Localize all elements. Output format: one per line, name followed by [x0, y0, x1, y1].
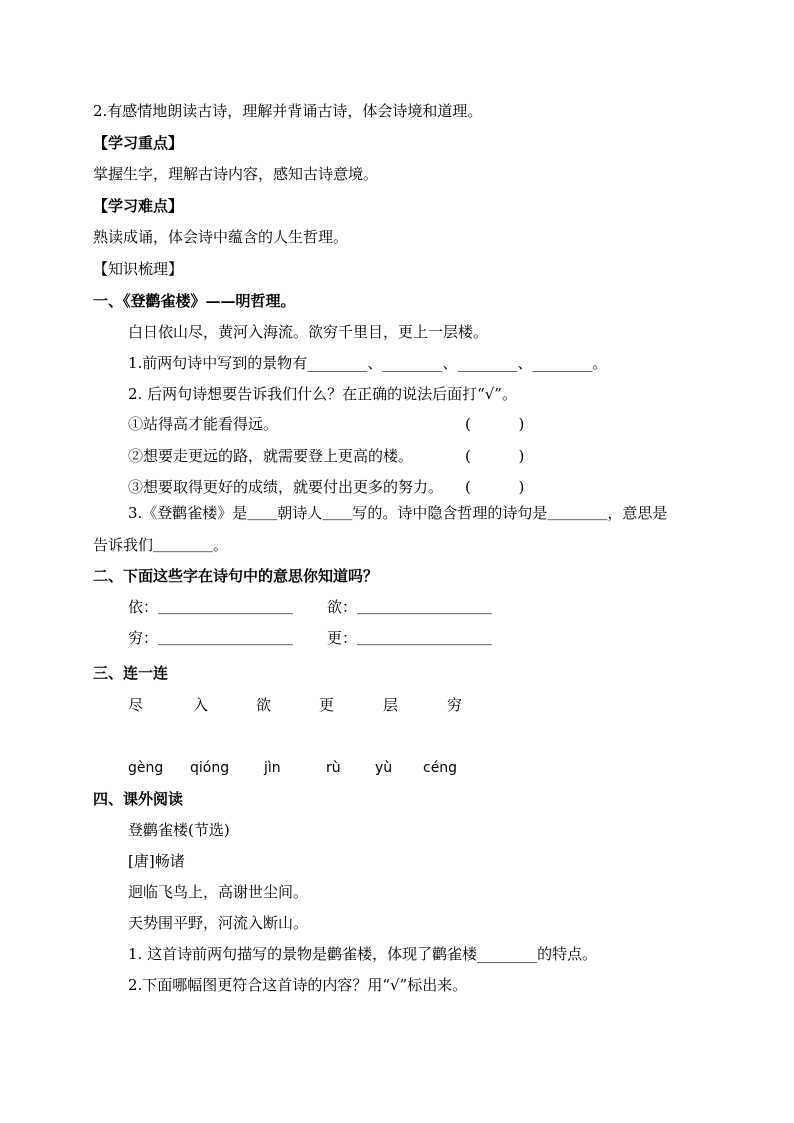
match-pinyin[interactable]: jìn — [264, 760, 281, 776]
question-3-line-1: 3.《登鹳雀楼》是＿＿朝诗人＿＿写的。诗中隐含哲理的诗句是＿＿＿＿，意思是 — [128, 504, 668, 522]
key-points-heading: 【学习重点】 — [93, 134, 184, 152]
match-pinyin[interactable]: céng — [423, 760, 458, 776]
reading-poem-title: 登鹳雀楼(节选) — [128, 821, 230, 839]
poem-text: 白日依山尽，黄河入海流。欲穷千里目，更上一层楼。 — [128, 323, 489, 341]
section-1-title: 一、《登鹳雀楼》——明哲理。 — [93, 292, 296, 310]
section-4-title: 四、课外阅读 — [93, 790, 184, 808]
meaning-item-yu: 欲：＿＿＿＿＿＿＿＿＿ — [327, 598, 493, 616]
match-character[interactable]: 层 — [383, 696, 399, 714]
option-2-text: ②想要走更远的路，就需要登上更高的楼。 — [128, 447, 414, 465]
meaning-item-yi: 依：＿＿＿＿＿＿＿＿＿ — [128, 598, 294, 616]
question-3-line-2: 告诉我们＿＿＿＿。 — [93, 536, 229, 554]
match-character[interactable]: 欲 — [256, 696, 272, 714]
section-3-title: 三、连一连 — [93, 664, 169, 682]
knowledge-heading: 【知识梳理】 — [93, 260, 184, 278]
section-2-title: 二、下面这些字在诗句中的意思你知道吗？ — [93, 567, 379, 585]
match-pinyin[interactable]: qióng — [190, 760, 230, 776]
reading-question-1: 1. 这首诗前两句描写的景物是鹳雀楼，体现了鹳雀楼________的特点。 — [128, 945, 598, 963]
reading-poem-line-1: 迥临飞鸟上，高谢世尘间。 — [128, 883, 309, 901]
option-3-text: ③想要取得更好的成绩，就要付出更多的努力。 — [128, 478, 444, 496]
reading-poem-author: [唐]畅诸 — [128, 852, 185, 870]
question-2: 2. 后两句诗想要告诉我们什么？在正确的说法后面打“√”。 — [128, 385, 517, 403]
difficulties-heading: 【学习难点】 — [93, 197, 184, 215]
key-points-text: 掌握生字，理解古诗内容，感知古诗意境。 — [93, 165, 379, 183]
meaning-item-qiong: 穷：＿＿＿＿＿＿＿＿＿ — [128, 629, 294, 647]
objective-line-2: 2.有感情地朗读古诗，理解并背诵古诗，体会诗境和道理。 — [93, 102, 483, 120]
difficulties-text: 熟读成诵，体会诗中蕴含的人生哲理。 — [93, 228, 349, 246]
match-pinyin[interactable]: yù — [375, 760, 393, 776]
question-1: 1.前两句诗中写到的景物有________、________、________、________。 — [128, 354, 608, 372]
option-2-bracket[interactable]: ( ) — [465, 447, 525, 465]
option-3-bracket[interactable]: ( ) — [465, 478, 525, 496]
option-1-bracket[interactable]: ( ) — [465, 415, 525, 433]
meaning-item-geng: 更：＿＿＿＿＿＿＿＿＿ — [327, 629, 493, 647]
option-1-text: ①站得高才能看得远。 — [128, 415, 279, 433]
match-character[interactable]: 尽 — [128, 696, 144, 714]
match-character[interactable]: 更 — [319, 696, 335, 714]
match-character[interactable]: 入 — [193, 696, 209, 714]
match-character[interactable]: 穷 — [447, 696, 463, 714]
match-pinyin[interactable]: gèng — [128, 760, 164, 776]
reading-question-2: 2.下面哪幅图更符合这首诗的内容？用“√”标出来。 — [128, 976, 468, 994]
reading-poem-line-2: 天势围平野，河流入断山。 — [128, 914, 309, 932]
match-pinyin[interactable]: rù — [326, 760, 341, 776]
